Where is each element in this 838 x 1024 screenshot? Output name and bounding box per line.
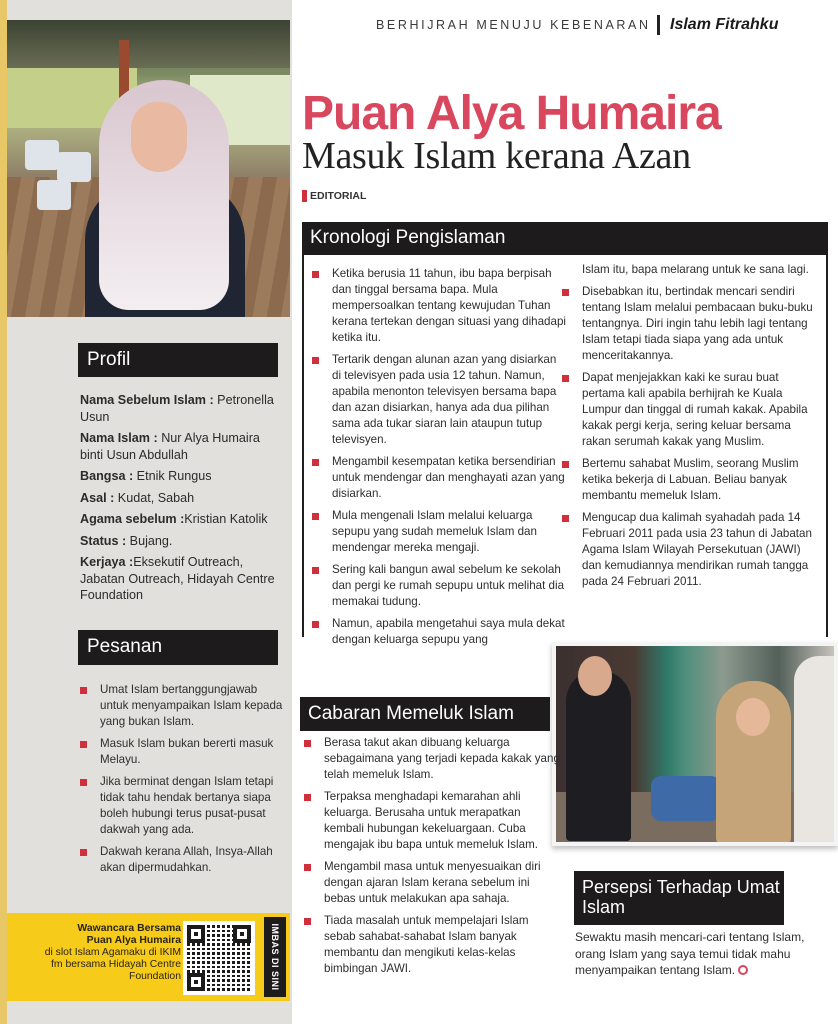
list-item-text: Terpaksa menghadapi kemarahan ahli keluarga. Berusaha untuk merapatkan kembali hubungan kekeluargaan. Cuba mengajak ibu bapa untuk memeluk Islam.	[324, 790, 538, 851]
profil-row	[80, 430, 280, 463]
profil-label: Nama Sebelum Islam :	[80, 393, 214, 407]
list-item-text: Dapat menjejakkan kaki ke surau buat pertama kali apabila berhijrah ke Kuala Lumpur dan tinggal di rumah kakak. Apabila kakak pergi kerja, sering keluar bersama rakan serumah kakak yang Muslim.	[582, 371, 808, 448]
profil-value: Eksekutif Outreach, Jabatan Outreach, Hidayah Centre Foundation	[80, 555, 275, 602]
list-item	[310, 616, 566, 648]
list-item-text: Disebabkan itu, bertindak mencari sendiri tentang Islam melalui pembacaan buku-buku tentangnya. Diri ingin tahu lebih lagi tentang Islam tetapi tiada siapa yang ada untuk menceritakannya.	[582, 285, 813, 362]
list-item-text: Umat Islam bertanggungjawab untuk menyampaikan Islam kepada yang bukan Islam.	[100, 683, 283, 728]
bullet-square-icon	[304, 794, 311, 801]
photo-chair	[25, 140, 59, 170]
promo-box	[7, 913, 290, 1001]
list-item	[310, 454, 566, 502]
bullet-square-icon	[80, 741, 87, 748]
list-item-text: Berasa takut akan dibuang keluarga sebagaimana yang terjadi kepada kakak yang telah memeluk Islam.	[324, 736, 560, 781]
scan-label-tab	[264, 917, 286, 997]
persepsi-text	[575, 929, 837, 979]
cabaran-list	[302, 735, 560, 983]
promo-text	[33, 923, 181, 983]
photo-woman-face	[736, 698, 770, 736]
cabaran-heading: Cabaran Memeluk Islam	[300, 697, 550, 731]
yellow-accent-stripe	[0, 0, 7, 1024]
scan-label: IMBAS DI SINI	[270, 923, 280, 991]
list-item-text: Dakwah kerana Allah, Insya-Allah akan dipermudahkan.	[100, 845, 273, 874]
profil-label: Bangsa :	[80, 469, 134, 483]
list-item	[560, 370, 822, 450]
list-item-text: Mengucap dua kalimah syahadah pada 14 Februari 2011 pada usia 23 tahun di Jabatan Agama Islam Wilayah Persekutuan (JAWI) dan kemudiannya mendirikan rumah tangga pada 24 Februari 2011.	[582, 511, 812, 588]
profil-heading: Profil	[78, 343, 278, 377]
list-item	[310, 352, 566, 448]
profil-row	[80, 490, 280, 507]
list-item-text: Mengambil masa untuk menyesuaikan diri dengan ajaran Islam kerana sebelum ini bebas untuk melakukan apa sahaja.	[324, 860, 541, 905]
promo-line-2: Puan Alya Humaira	[86, 935, 181, 946]
editorial-tag: EDITORIAL	[302, 190, 366, 202]
profil-value: Etnik Rungus	[133, 469, 212, 483]
list-item	[78, 844, 283, 876]
list-item-text: Namun, apabila mengetahui saya mula dekat dengan keluarga sepupu yang	[332, 617, 565, 646]
photo-chair	[37, 180, 71, 210]
profil-label: Status :	[80, 533, 127, 548]
profil-list	[80, 392, 280, 609]
profil-value: Kristian Katolik	[184, 512, 268, 526]
list-item	[302, 913, 560, 977]
photo-tarp	[651, 776, 721, 821]
qr-finder-icon	[233, 925, 251, 943]
persepsi-body: Sewaktu masih mencari-cari tentang Islam, orang Islam yang saya temui tidak mahu menyampaikan tentang Islam.	[575, 930, 805, 977]
bullet-square-icon	[80, 779, 87, 786]
bullet-square-icon	[312, 271, 319, 278]
profil-value: Kudat, Sabah	[114, 490, 195, 505]
profil-value: Nur Alya Humaira binti Usun Abdullah	[80, 431, 260, 462]
persepsi-heading: Persepsi Terhadap Umat Islam	[574, 871, 784, 925]
profil-row	[80, 554, 280, 604]
list-item	[78, 736, 283, 768]
list-item-text: Masuk Islam bukan bererti masuk Melayu.	[100, 737, 274, 766]
photo-bystander	[794, 656, 838, 846]
qr-finder-icon	[187, 925, 205, 943]
list-item	[78, 774, 283, 838]
list-item	[302, 859, 560, 907]
end-of-article-icon	[738, 965, 748, 975]
list-item	[302, 735, 560, 783]
qr-code-icon[interactable]	[183, 921, 255, 995]
bullet-square-icon	[312, 513, 319, 520]
list-item	[560, 510, 822, 590]
article-subtitle: Masuk Islam kerana Azan	[302, 135, 691, 177]
bullet-square-icon	[312, 567, 319, 574]
qr-finder-icon	[187, 973, 205, 991]
kronologi-heading: Kronologi Pengislaman	[302, 222, 828, 255]
kicker-divider	[657, 15, 660, 35]
pesanan-heading: Pesanan	[78, 630, 278, 665]
profil-value: Petronella Usun	[80, 393, 274, 424]
profil-row	[80, 392, 280, 425]
list-item-text: Tiada masalah untuk mempelajari Islam sebab sahabat-sahabat Islam banyak membantu dan mengikuti kelas-kelas bimbingan JAWI.	[324, 914, 529, 975]
photo-chair	[57, 152, 91, 182]
list-item	[302, 789, 560, 853]
profil-value: Bujang.	[126, 533, 173, 548]
list-item	[310, 266, 566, 346]
list-item	[310, 508, 566, 556]
bullet-square-icon	[304, 918, 311, 925]
pesanan-list	[78, 682, 283, 882]
profil-row	[80, 468, 280, 485]
bullet-square-icon	[304, 740, 311, 747]
bullet-square-icon	[562, 375, 569, 382]
bullet-square-icon	[562, 515, 569, 522]
list-item	[310, 562, 566, 610]
bullet-square-icon	[312, 621, 319, 628]
list-item-text: Tertarik dengan alunan azan yang disiarkan di televisyen pada usia 12 tahun. Namun, apabila menonton televisyen bersama bapa dan azan disiarkan, hanya ada dua pilihan sama ada tukar siaran lain ataupun tutup televisyen.	[332, 353, 557, 446]
bullet-square-icon	[80, 687, 87, 694]
kronologi-column-1	[310, 266, 566, 654]
portrait-photo	[7, 20, 290, 317]
list-item-text: Jika berminat dengan Islam tetapi tidak tahu hendak bertanya siapa boleh hubungi terus pusat-pusat dakwah yang ada.	[100, 775, 274, 836]
profil-label: Nama Islam :	[80, 431, 158, 445]
list-item-text: Mengambil kesempatan ketika bersendirian untuk mendengar dan menghayati azan yang disiarkan.	[332, 455, 565, 500]
column-brand: Islam Fitrahku	[670, 16, 779, 33]
promo-line-1: Wawancara Bersama	[77, 923, 181, 934]
bullet-square-icon	[304, 864, 311, 871]
photo-face	[131, 102, 187, 172]
list-item	[560, 456, 822, 504]
bullet-square-icon	[312, 357, 319, 364]
kronologi-column-2	[560, 262, 822, 596]
list-continuation-text: Islam itu, bapa melarang untuk ke sana lagi.	[582, 263, 809, 276]
profil-label: Kerjaya :	[80, 555, 134, 569]
bullet-square-icon	[80, 849, 87, 856]
list-item-text: Ketika berusia 11 tahun, ibu bapa berpisah dan tinggal bersama bapa. Mula mempersoalkan tentang kewujudan Tuhan kerana tertekan dengan situasi yang dihadapi ketika itu.	[332, 267, 566, 344]
qr-code-pattern	[187, 925, 251, 991]
list-item-text: Mula mengenali Islam melalui keluarga sepupu yang sudah memeluk Islam dan mendengar mereka mengaji.	[332, 509, 537, 554]
list-item-text: Sering kali bangun awal sebelum ke sekolah dan pergi ke rumah sepupu untuk melihat dia memakai tudung.	[332, 563, 565, 608]
photo-roof	[7, 20, 290, 68]
promo-line-3: di slot Islam Agamaku di IKIM fm bersama Hidayah Centre Foundation	[44, 947, 181, 982]
bullet-square-icon	[312, 459, 319, 466]
list-item	[78, 682, 283, 730]
article-title: Puan Alya Humaira	[302, 87, 721, 140]
section-kicker: BERHIJRAH MENUJU KEBENARAN	[376, 18, 651, 32]
profil-label: Asal :	[80, 490, 115, 505]
profil-label: Agama sebelum :	[80, 512, 185, 526]
bullet-square-icon	[562, 461, 569, 468]
outreach-photo	[552, 642, 838, 846]
profil-row	[80, 511, 280, 528]
photo-man	[566, 671, 631, 841]
list-item	[560, 284, 822, 364]
kronologi-column-2-list	[560, 284, 822, 590]
bullet-square-icon	[562, 289, 569, 296]
list-item-text: Bertemu sahabat Muslim, seorang Muslim ketika bekerja di Labuan. Beliau banyak membantu memeluk Islam.	[582, 457, 799, 502]
profil-row	[80, 533, 280, 550]
photo-man-head	[578, 656, 612, 696]
